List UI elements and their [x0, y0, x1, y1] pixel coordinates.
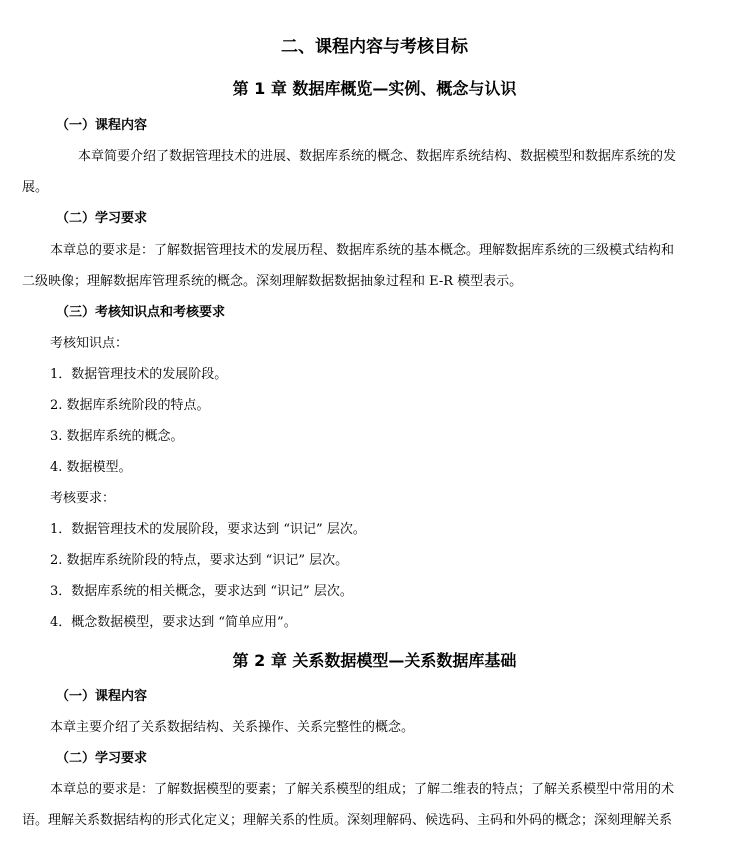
chapter-1-title: 第 1 章 数据库概览—实例、概念与认识 — [232, 79, 517, 98]
knowledge-point-item: 4. 数据模型。 — [50, 460, 132, 475]
exam-requirement-item: 2. 数据库系统阶段的特点，要求达到 “识记” 层次。 — [50, 553, 349, 568]
chapter-1-content-text: 本章简要介绍了数据管理技术的进展、数据库系统的概念、数据库系统结构、数据模型和数据库系统的发 — [78, 149, 677, 164]
knowledge-point-item: 1．数据管理技术的发展阶段。 — [50, 367, 228, 382]
chapter-1-content-heading: （一）课程内容 — [56, 118, 148, 133]
chapter-2-requirements-text-cont: 语。理解关系数据结构的形式化定义；理解关系的性质。深刻理解码、候选码、主码和外码的概念；深刻理解关系 — [22, 813, 673, 828]
chapter-2-title: 第 2 章 关系数据模型—关系数据库基础 — [232, 651, 517, 670]
section-title: 二、课程内容与考核目标 — [281, 37, 468, 57]
exam-requirement-item: 3．数据库系统的相关概念，要求达到 “识记” 层次。 — [50, 584, 353, 599]
exam-requirements-label: 考核要求： — [50, 491, 116, 506]
chapter-2-requirements-text: 本章总的要求是：了解数据模型的要素；了解关系模型的组成；了解二维表的特点；了解关系模型中常用的术 — [50, 782, 675, 797]
exam-requirement-item: 1．数据管理技术的发展阶段，要求达到 “识记” 层次。 — [50, 522, 366, 537]
chapter-1-content-text-cont: 展。 — [22, 180, 49, 195]
chapter-1-requirements-text: 本章总的要求是：了解数据管理技术的发展历程、数据库系统的基本概念。理解数据库系统的三级模式结构和 — [50, 243, 675, 258]
exam-requirement-item: 4．概念数据模型，要求达到 “简单应用”。 — [50, 615, 297, 630]
chapter-1-exam-heading: （三）考核知识点和考核要求 — [56, 305, 226, 320]
chapter-2-content-heading: （一）课程内容 — [56, 689, 148, 704]
chapter-1-requirements-heading: （二）学习要求 — [56, 211, 148, 226]
chapter-2-requirements-heading: （二）学习要求 — [56, 751, 148, 766]
chapter-2-content-text: 本章主要介绍了关系数据结构、关系操作、关系完整性的概念。 — [50, 720, 415, 735]
knowledge-point-item: 3. 数据库系统的概念。 — [50, 429, 184, 444]
chapter-1-requirements-text-cont: 二级映像；理解数据库管理系统的概念。深刻理解数据数据抽象过程和 E-R 模型表示。 — [22, 274, 523, 289]
knowledge-point-item: 2. 数据库系统阶段的特点。 — [50, 398, 210, 413]
knowledge-points-label: 考核知识点： — [50, 336, 129, 351]
